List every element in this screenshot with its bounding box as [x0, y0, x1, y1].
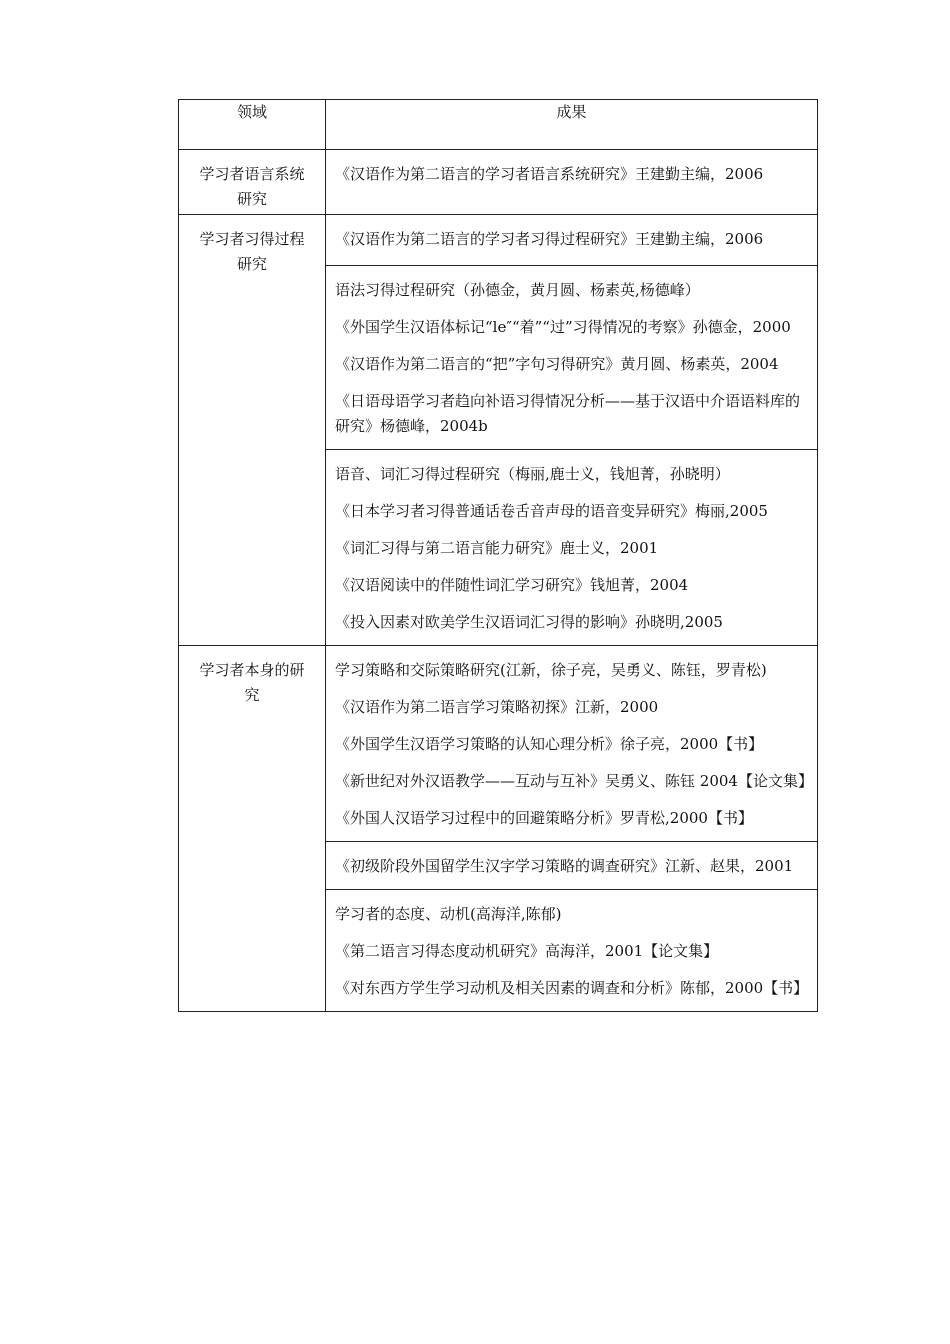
result-entry: 《日本学习者习得普通话卷舌音声母的语音变异研究》梅丽,2005	[335, 502, 768, 520]
result-entry: 学习策略和交际策略研究(江新，徐子亮，吴勇义、陈钰，罗青松)	[335, 661, 767, 679]
domain-text: 学习者语言系统	[199, 165, 305, 183]
result-entry: 《日语母语学习者趋向补语习得情况分析——基于汉语中介语语料库的研究》杨德峰，2004b	[335, 392, 801, 435]
domain-text: 研究	[236, 190, 267, 208]
result-entry: 《汉语作为第二语言的学习者习得过程研究》王建勤主编，2006	[335, 230, 764, 248]
table-row	[179, 215, 818, 266]
domain-cell	[179, 215, 326, 646]
domain-text: 研究	[236, 255, 267, 273]
result-entry: 《汉语作为第二语言的学习者语言系统研究》王建勤主编，2006	[335, 165, 764, 183]
result-entry: 学习者的态度、动机(高海洋,陈郁)	[335, 905, 562, 923]
results-table	[178, 99, 818, 1012]
result-entry: 语音、词汇习得过程研究（梅丽,鹿士义，钱旭菁，孙晓明）	[335, 465, 730, 483]
results-cell	[326, 215, 818, 266]
results-cell	[326, 150, 818, 215]
domain-text: 学习者本身的研	[199, 661, 305, 679]
result-entry: 《外国学生汉语学习策略的认知心理分析》徐子亮，2000【书】	[335, 735, 764, 753]
results-cell	[326, 266, 818, 450]
domain-cell	[179, 150, 326, 215]
result-entry: 《投入因素对欧美学生汉语词汇习得的影响》孙晓明,2005	[335, 613, 723, 631]
results-cell	[326, 646, 818, 842]
domain-cell	[179, 646, 326, 1012]
results-cell	[326, 890, 818, 1012]
result-entry: 《汉语作为第二语言的“把”字句习得研究》黄月圆、杨素英，2004	[335, 355, 779, 373]
result-entry: 《词汇习得与第二语言能力研究》鹿士义，2001	[335, 539, 659, 557]
results-cell	[326, 842, 818, 890]
result-entry: 语法习得过程研究（孙德金，黄月圆、杨素英,杨德峰）	[335, 281, 700, 299]
result-entry: 《新世纪对外汉语教学——互动与互补》吴勇义、陈钰 2004【论文集】	[335, 772, 813, 790]
domain-text: 学习者习得过程	[199, 230, 305, 248]
results-cell	[326, 450, 818, 646]
table-row	[179, 150, 818, 215]
result-entry: 《第二语言习得态度动机研究》高海洋，2001【论文集】	[335, 942, 719, 960]
result-entry: 《初级阶段外国留学生汉字学习策略的调查研究》江新、赵果，2001	[335, 857, 794, 875]
result-entry: 《外国学生汉语体标记“le″“着”“过”习得情况的考察》孙德金，2000	[335, 318, 791, 336]
result-entry: 《对东西方学生学习动机及相关因素的调查和分析》陈郁，2000【书】	[335, 979, 809, 997]
result-entry: 《汉语阅读中的伴随性词汇学习研究》钱旭菁，2004	[335, 576, 689, 594]
header-results: 成果	[326, 100, 818, 150]
result-entry: 《外国人汉语学习过程中的回避策略分析》罗青松,2000【书】	[335, 809, 753, 827]
header-domain: 领域	[179, 100, 326, 150]
table-header-row	[179, 100, 818, 150]
domain-text: 究	[244, 686, 260, 704]
table-row	[179, 646, 818, 842]
result-entry: 《汉语作为第二语言学习策略初探》江新，2000	[335, 698, 659, 716]
